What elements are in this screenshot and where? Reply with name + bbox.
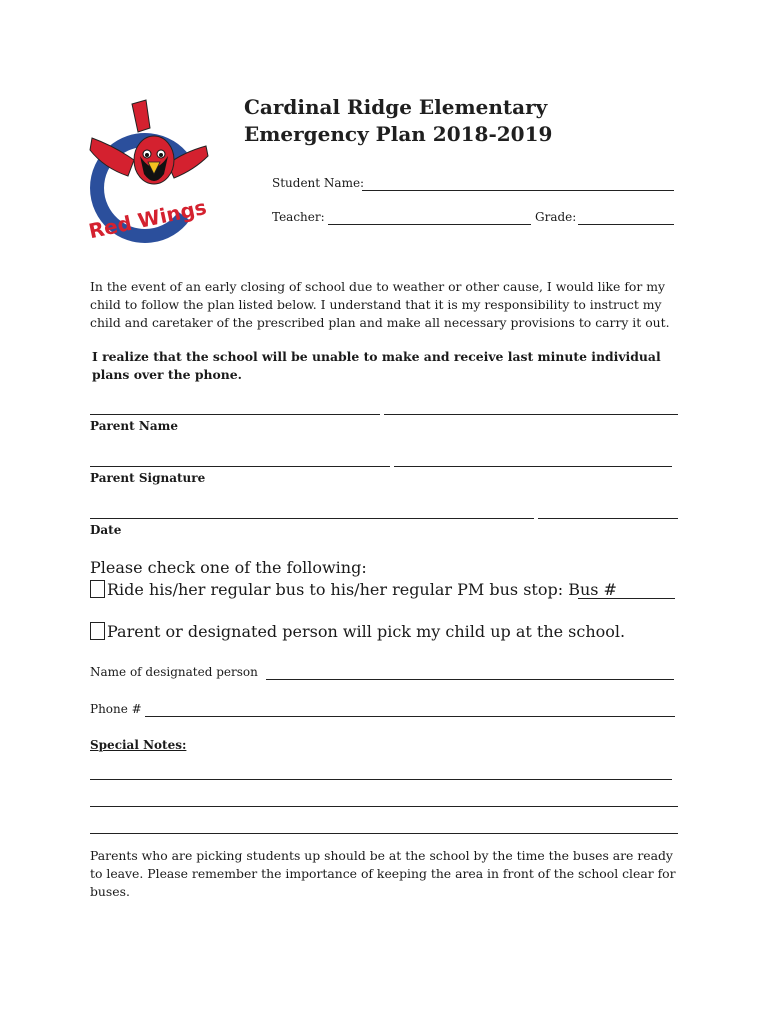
notes-line-3[interactable] [90, 833, 678, 834]
parent-signature-field-2[interactable] [394, 466, 672, 467]
parent-name-field[interactable] [90, 414, 380, 415]
title-line2: Emergency Plan 2018-2019 [244, 122, 553, 146]
pickup-option-row [90, 622, 625, 641]
designated-person-field[interactable] [266, 679, 674, 680]
phone-label: Phone # [90, 702, 142, 716]
designated-person-label: Name of designated person [90, 665, 258, 679]
grade-label: Grade: [535, 210, 577, 224]
student-name-field[interactable] [362, 190, 674, 191]
title-line1: Cardinal Ridge Elementary [244, 95, 548, 119]
bus-option-row [90, 580, 617, 599]
parent-signature-label: Parent Signature [90, 471, 206, 485]
teacher-label: Teacher: [272, 210, 325, 224]
notes-line-1[interactable] [90, 779, 672, 780]
intro-paragraph: In the event of an early closing of school due to weather or other cause, I would like for my child to follow the plan listed below. I understand that it is my responsibility to instruct my child and caretaker of the prescribed plan and make all necessary provisions to carry it out. [90, 279, 670, 330]
student-name-label: Student Name: [272, 176, 365, 190]
parent-signature-field[interactable] [90, 466, 390, 467]
date-field-2[interactable] [538, 518, 678, 519]
date-field[interactable] [90, 518, 534, 519]
teacher-field[interactable] [328, 224, 531, 225]
notes-line-2[interactable] [90, 806, 678, 807]
notice-paragraph: I realize that the school will be unable to make and receive last minute individual plans over the phone. [92, 349, 661, 382]
logo-text: Red Wings [86, 194, 209, 244]
phone-field[interactable] [145, 716, 675, 717]
parent-name-label: Parent Name [90, 419, 178, 433]
pickup-option-checkbox[interactable] [90, 622, 105, 640]
date-label: Date [90, 523, 122, 537]
school-logo [84, 98, 214, 248]
bus-option-checkbox[interactable] [90, 580, 105, 598]
special-notes-label: Special Notes: [90, 738, 187, 752]
bus-option-label: Ride his/her regular bus to his/her regular PM bus stop: Bus # [107, 580, 617, 599]
footer-note: Parents who are picking students up should be at the school by the time the buses are ready to leave. Please remember the importance of keeping the area in front of the school clear for buses. [90, 848, 676, 899]
pickup-option-label: Parent or designated person will pick my child up at the school. [107, 622, 626, 641]
bus-number-field[interactable] [578, 598, 675, 599]
parent-name-field-2[interactable] [384, 414, 678, 415]
options-heading: Please check one of the following: [90, 558, 367, 577]
grade-field[interactable] [578, 224, 674, 225]
